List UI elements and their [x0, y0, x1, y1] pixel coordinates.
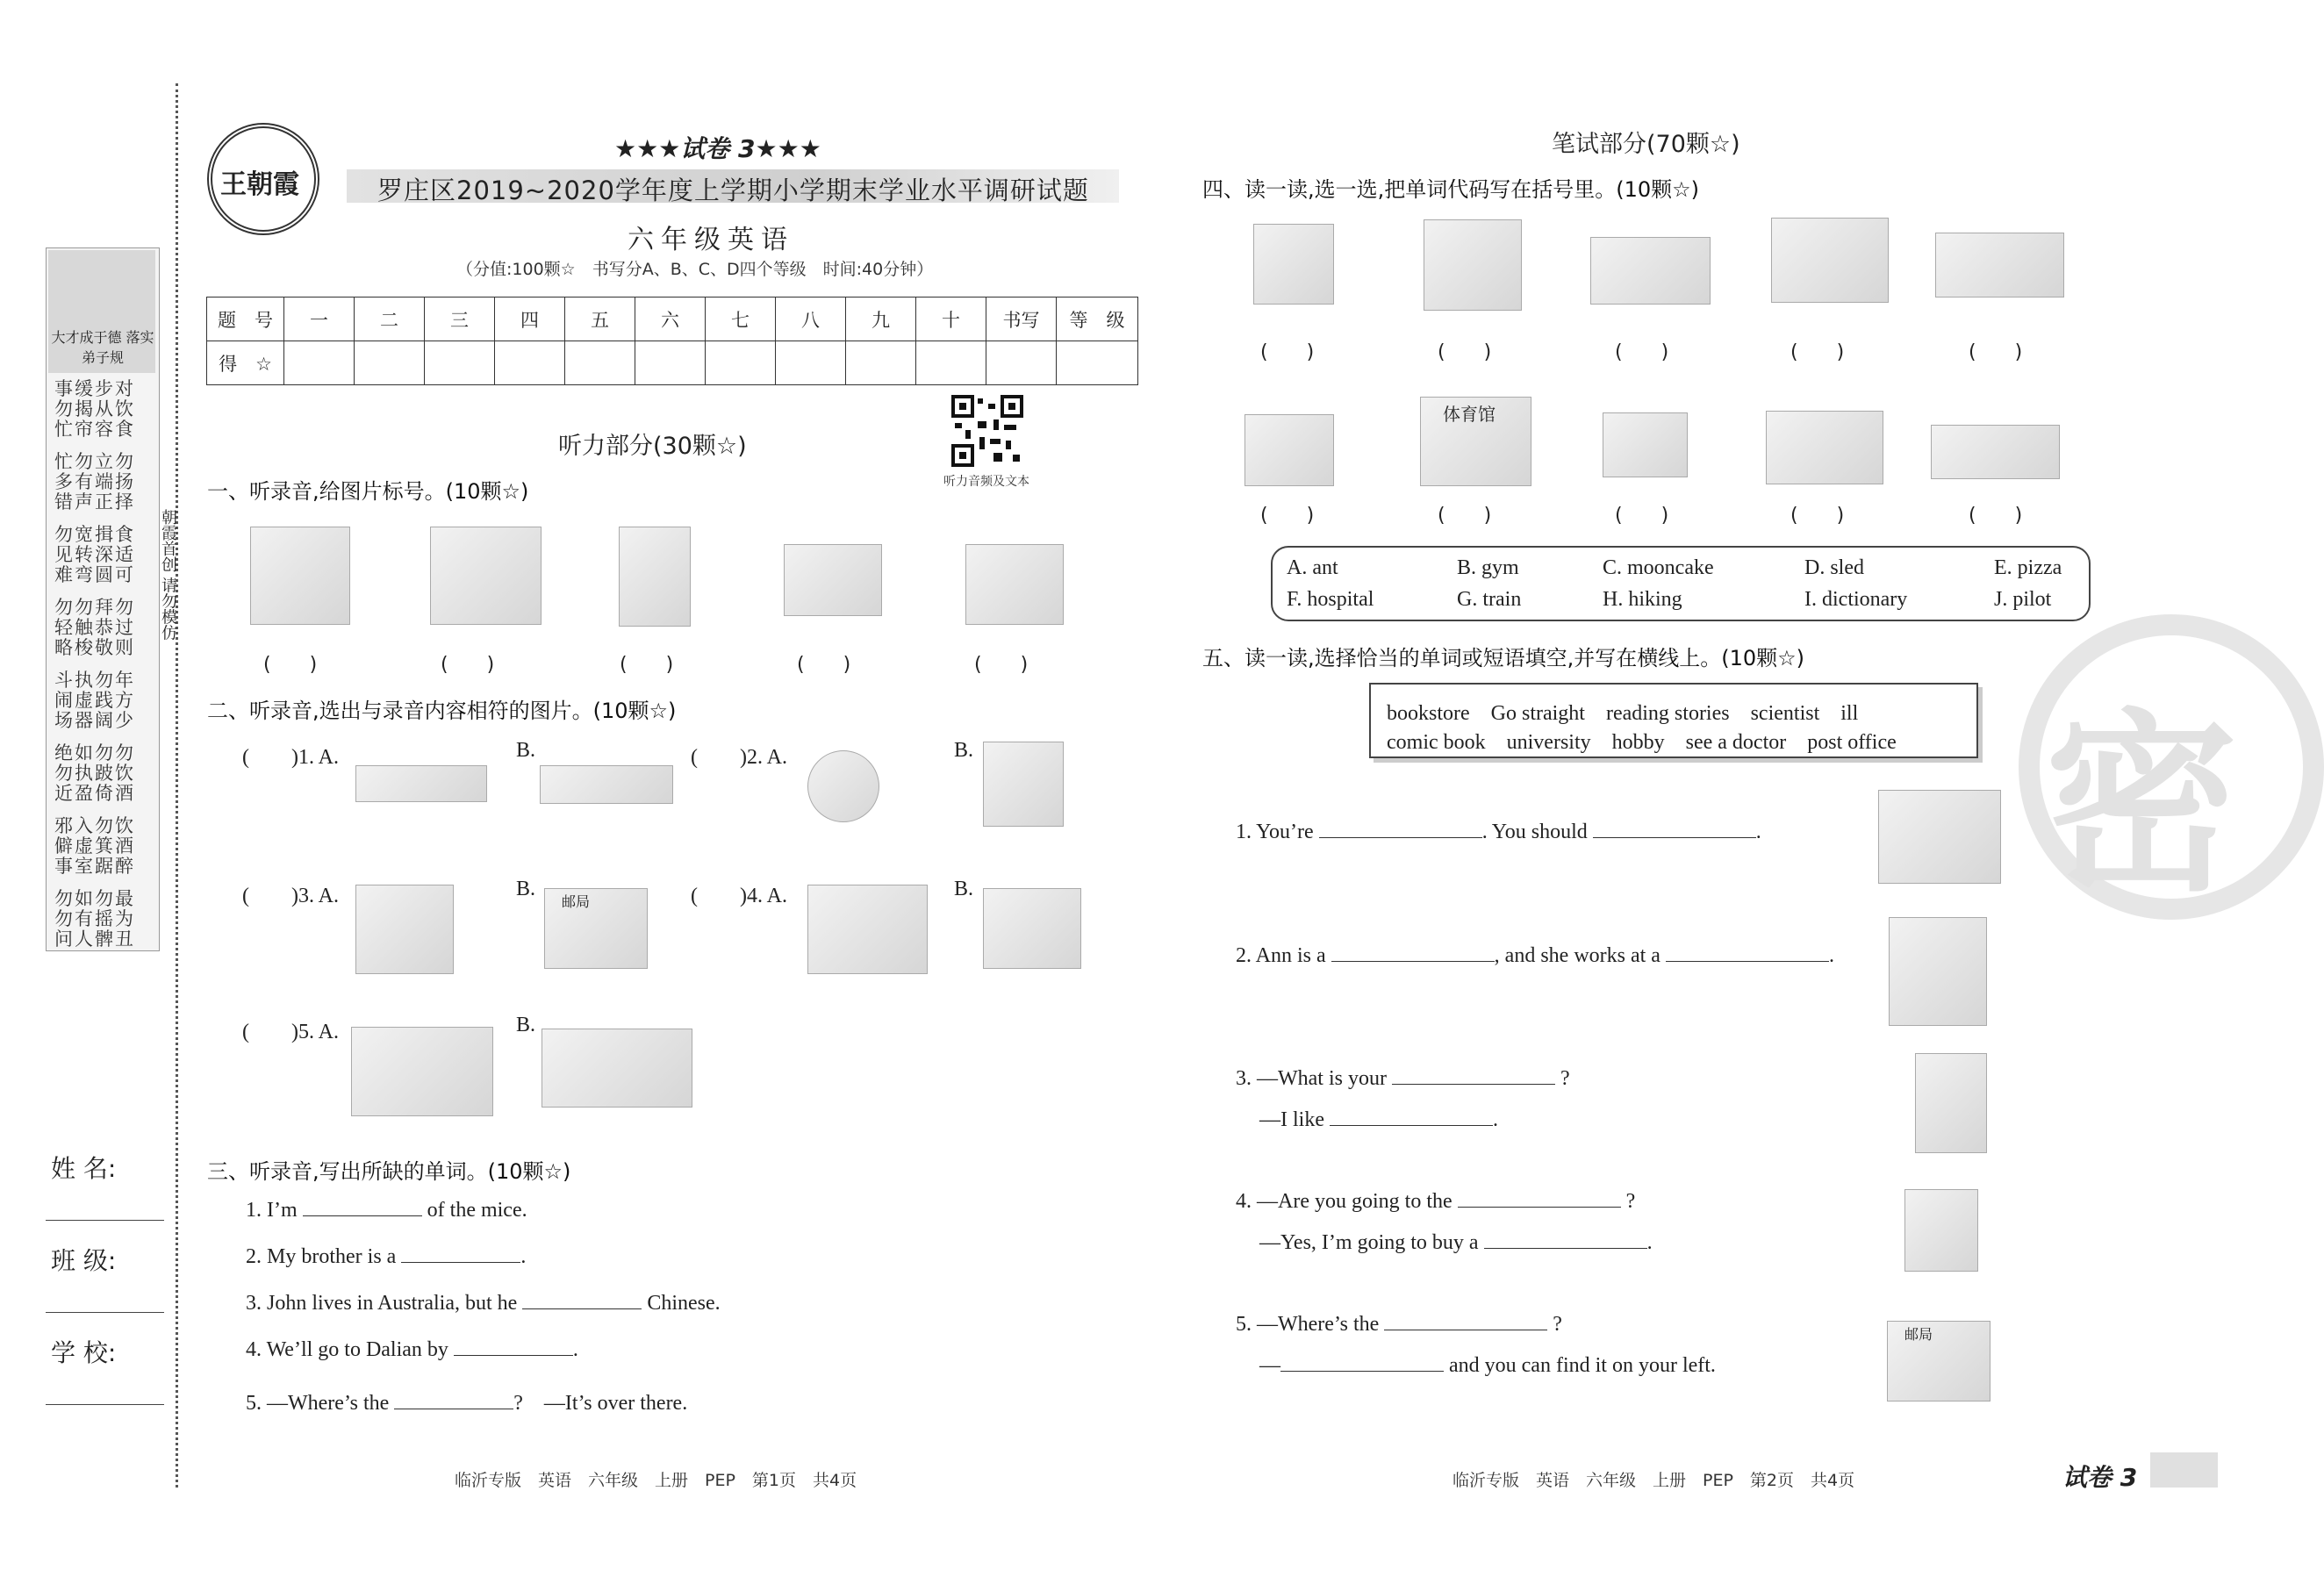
answer-blank[interactable]	[522, 1308, 642, 1309]
score-input-cell[interactable]	[495, 341, 565, 385]
s5-question-5	[1236, 1313, 1562, 1337]
option-d: D. sled	[1804, 556, 1864, 579]
motto-line: 忙勿立勿	[54, 451, 135, 472]
s3-q3-text: 3. John lives in Australia, but he	[246, 1292, 518, 1315]
exam-title: 罗庄区2019~2020学年度上学期小学期末学业水平调研试题	[377, 176, 1089, 205]
s3-q5-text-after: ? —It’s over there.	[513, 1392, 688, 1415]
snow-scene-picture	[965, 544, 1064, 625]
score-table-header-row	[207, 298, 1138, 341]
score-cell: 十	[916, 298, 986, 341]
option-c: C. mooncake	[1603, 556, 1714, 579]
motto-line: 绝如勿勿	[54, 742, 135, 763]
s3-q2-text: 2. My brother is a	[246, 1245, 397, 1268]
motto-line: 僻虚箕酒	[54, 835, 135, 857]
exam-number: ★★★试卷 3★★★	[614, 134, 821, 163]
s3-q3-text-after: Chinese.	[647, 1292, 721, 1315]
motto-line: 问人髀丑	[54, 928, 135, 950]
motto-line: 勿宽揖食	[54, 524, 135, 545]
option-b: B. gym	[1457, 556, 1519, 579]
s5-q3-text-2-end: .	[1492, 1108, 1498, 1131]
option-e: E. pizza	[1994, 556, 2062, 579]
answer-blank[interactable]	[1319, 837, 1482, 838]
motto-line: 勿执跛饮	[54, 763, 135, 784]
class-field[interactable]	[46, 1312, 164, 1313]
motto-line: 斗执勿年	[54, 670, 135, 691]
option-a: A. ant	[1287, 556, 1338, 579]
s5-q4-text: 4. —Are you going to the	[1236, 1190, 1452, 1213]
s5-question-5-answer	[1259, 1354, 1716, 1378]
answer-paren[interactable]: ( )	[263, 654, 318, 676]
answer-paren[interactable]: ( )	[797, 654, 851, 676]
score-row-label: 得 ☆	[207, 341, 284, 385]
mooncake-picture	[1253, 224, 1334, 305]
score-cell: 题 号	[207, 298, 284, 341]
s3-q4-text: 4. We’ll go to Dalian by	[246, 1338, 448, 1361]
brand-seal-text: 王朝霞	[220, 169, 299, 200]
s2-option-b: B.	[954, 739, 974, 762]
s5-q5-text-end: ?	[1553, 1313, 1562, 1336]
answer-blank[interactable]	[1666, 961, 1829, 962]
piano-picture	[983, 742, 1064, 827]
name-field[interactable]	[46, 1220, 164, 1221]
motto-line: 见转深适	[54, 544, 135, 565]
girl-with-cat-picture	[351, 1027, 493, 1116]
section-5-title: 五、读一读,选择恰当的单词或短语填空,并写在横线上。(10颗☆)	[1202, 646, 1805, 670]
s2-item-3: ( )3. A.	[242, 885, 339, 907]
s2-item-1: ( )1. A.	[242, 746, 339, 769]
option-j: J. pilot	[1994, 588, 2052, 611]
motto-line: 多有端扬	[54, 471, 135, 492]
s5-question-3-answer	[1259, 1108, 1498, 1132]
hiking-picture	[1771, 218, 1889, 303]
score-cell: 八	[776, 298, 846, 341]
motto-grid	[54, 379, 153, 962]
post-office-sign: 邮局	[562, 893, 591, 910]
s2-item-2: ( )2. A.	[691, 746, 787, 769]
sick-boy-picture	[1878, 790, 2001, 884]
s5-q4-text-2: —Yes, I’m going to buy a	[1259, 1231, 1479, 1254]
s3-q5-text: 5. —Where’s the	[246, 1392, 390, 1415]
score-table-score-row	[207, 341, 1138, 385]
score-input-cell[interactable]	[355, 341, 425, 385]
answer-paren[interactable]: ( )	[1615, 505, 1669, 527]
post-office-picture	[1887, 1321, 1990, 1402]
score-input-cell[interactable]	[706, 341, 776, 385]
word-bank-row-1: bookstore Go straight reading stories scientist ill	[1387, 702, 1859, 725]
score-input-cell[interactable]	[635, 341, 706, 385]
answer-paren[interactable]: ( )	[1969, 505, 2023, 527]
score-cell: 三	[425, 298, 495, 341]
s2-option-b: B.	[516, 878, 536, 900]
school-label: 学 校:	[51, 1338, 117, 1367]
score-input-cell[interactable]	[425, 341, 495, 385]
score-input-cell[interactable]	[986, 341, 1057, 385]
s5-question-4	[1236, 1190, 1635, 1214]
score-cell: 一	[284, 298, 355, 341]
answer-paren[interactable]: ( )	[1969, 341, 2023, 363]
motto-line: 略梭敬则	[54, 637, 135, 658]
score-input-cell[interactable]	[1057, 341, 1138, 385]
pizza-picture	[1590, 237, 1711, 305]
s2-option-b: B.	[954, 878, 974, 900]
section-1-title: 一、听录音,给图片标号。(10颗☆)	[207, 479, 529, 504]
s5-q1-text-mid: . You should	[1481, 821, 1588, 843]
motto-line: 难弯圆可	[54, 564, 135, 585]
answer-paren[interactable]: ( )	[1260, 341, 1315, 363]
answer-blank[interactable]	[1392, 1084, 1555, 1085]
motto-line: 忙帘容食	[54, 419, 135, 440]
answer-blank[interactable]	[1280, 1371, 1444, 1372]
motto-line: 勿有摇为	[54, 908, 135, 929]
answer-paren[interactable]: ( )	[1790, 505, 1845, 527]
confidential-stamp-char: 密	[2045, 692, 2239, 917]
answer-paren[interactable]: ( )	[441, 654, 495, 676]
hospital-picture	[1766, 411, 1883, 484]
footer-left: 临沂专版 英语 六年级 上册 PEP 第1页 共4页	[455, 1471, 857, 1490]
two-boys-picture	[983, 888, 1081, 969]
score-cell: 等 级	[1057, 298, 1138, 341]
word-bank-row-2: comic book university hobby see a doctor post office	[1387, 731, 1897, 754]
s5-question-4-answer	[1259, 1231, 1653, 1255]
post-office-sign: 邮局	[1904, 1326, 1933, 1343]
s5-question-2	[1236, 944, 1834, 968]
corner-bar	[2150, 1452, 2218, 1488]
motto-line: 事缓步对	[54, 378, 135, 399]
s2-item-5: ( )5. A.	[242, 1021, 339, 1043]
class-label: 班 级:	[51, 1246, 117, 1275]
score-cell: 二	[355, 298, 425, 341]
s5-q2-text-mid: , and she works at a	[1494, 944, 1661, 967]
bike-drawing-picture	[540, 765, 673, 804]
motto-line: 勿勿拜勿	[54, 597, 135, 618]
s5-q2-text: 2. Ann is a	[1236, 944, 1326, 967]
motto-title: 大才成于德 落实弟子规	[51, 329, 154, 366]
reading-boy-picture	[1915, 1053, 1987, 1153]
motto-line: 轻触恭过	[54, 617, 135, 638]
listening-heading: 听力部分(30颗☆)	[558, 433, 747, 460]
answer-paren[interactable]: ( )	[974, 654, 1029, 676]
score-table	[206, 297, 1138, 385]
s5-q5-text-2: —	[1259, 1354, 1280, 1377]
police-officer-picture	[619, 527, 691, 627]
score-input-cell[interactable]	[776, 341, 846, 385]
answer-blank[interactable]	[1484, 1248, 1647, 1249]
score-cell: 六	[635, 298, 706, 341]
motto-line: 近盈倚酒	[54, 783, 135, 804]
answer-blank[interactable]	[1330, 1125, 1493, 1126]
score-cell: 五	[565, 298, 635, 341]
score-cell: 九	[846, 298, 916, 341]
score-input-cell[interactable]	[565, 341, 635, 385]
corner-exam-tag: 试卷 3	[2062, 1463, 2138, 1492]
scientist-picture	[1889, 917, 1987, 1026]
s3-q2-text-after: .	[520, 1245, 527, 1268]
s5-q5-text: 5. —Where’s the	[1236, 1313, 1380, 1336]
s5-q5-text-2-end: and you can find it on your left.	[1449, 1354, 1716, 1377]
comic-book-picture	[1904, 1189, 1978, 1272]
answer-blank[interactable]	[454, 1355, 573, 1356]
s5-q3-text-2: —I like	[1259, 1108, 1324, 1131]
section-4-title: 四、读一读,选一选,把单词代码写在括号里。(10颗☆)	[1202, 177, 1700, 202]
soccer-ball-picture	[807, 750, 879, 822]
cut-line	[176, 83, 178, 1488]
section-3-title: 三、听录音,写出所缺的单词。(10颗☆)	[207, 1159, 571, 1184]
option-g: G. train	[1457, 588, 1522, 611]
option-f: F. hospital	[1287, 588, 1374, 611]
s3-question-5	[246, 1385, 687, 1416]
s3-q1-text-after: of the mice.	[427, 1199, 527, 1222]
answer-blank[interactable]	[401, 1262, 520, 1263]
answer-blank[interactable]	[1593, 837, 1756, 838]
s2-option-b: B.	[516, 739, 536, 762]
classroom-picture	[355, 885, 454, 974]
motto-line: 勿如勿最	[54, 888, 135, 909]
section-2-title: 二、听录音,选出与录音内容相符的图片。(10颗☆)	[207, 699, 677, 723]
score-cell: 四	[495, 298, 565, 341]
motto-line: 场器阔少	[54, 710, 135, 731]
s3-question-2	[246, 1245, 526, 1269]
s5-q1-text: 1. You’re	[1236, 821, 1314, 843]
motto-line: 事室踞醉	[54, 856, 135, 877]
s3-q4-text-after: .	[572, 1338, 578, 1361]
score-cell: 书写	[986, 298, 1057, 341]
gym-sign: 体育馆	[1443, 404, 1496, 425]
answer-paren[interactable]: ( )	[1438, 505, 1492, 527]
s5-question-3	[1236, 1067, 1570, 1091]
motto-line: 错声正择	[54, 491, 135, 513]
side-vertical-text: 朝霞首创 请勿模仿	[159, 509, 177, 641]
motto-line: 闹虚践方	[54, 690, 135, 711]
motto-line: 勿揭从饮	[54, 398, 135, 419]
answer-blank[interactable]	[1331, 961, 1495, 962]
ball-drawing-picture	[355, 765, 487, 802]
s3-question-4	[246, 1338, 578, 1362]
school-field[interactable]	[46, 1404, 164, 1405]
footer-right: 临沂专版 英语 六年级 上册 PEP 第2页 共4页	[1452, 1471, 1855, 1490]
qr-caption: 听力音频及文本	[943, 475, 1029, 489]
writing-heading: 笔试部分(70颗☆)	[1552, 131, 1740, 158]
bicycle-picture	[430, 527, 542, 625]
s2-option-b: B.	[516, 1014, 536, 1036]
firefighters-picture	[542, 1029, 692, 1108]
answer-blank[interactable]	[1458, 1207, 1621, 1208]
s5-q1-text-end: .	[1755, 821, 1761, 843]
answer-paren[interactable]: ( )	[1615, 341, 1669, 363]
subject-title: 六年级英语	[628, 225, 794, 255]
post-office-picture	[544, 888, 648, 969]
train-picture	[1935, 233, 2064, 298]
two-men-picture	[807, 885, 928, 974]
ant-picture	[1603, 412, 1688, 477]
crossword-picture	[250, 527, 350, 625]
qr-code-icon[interactable]	[951, 395, 1023, 467]
s3-question-3	[246, 1292, 721, 1316]
answer-paren[interactable]: ( )	[1790, 341, 1845, 363]
answer-paren[interactable]: ( )	[1438, 341, 1492, 363]
answer-paren[interactable]: ( )	[620, 654, 674, 676]
sled-picture	[1931, 425, 2060, 479]
pilot-picture	[1424, 219, 1522, 311]
score-input-cell[interactable]	[916, 341, 986, 385]
motto-line: 邪入勿饮	[54, 815, 135, 836]
s5-question-1	[1236, 821, 1761, 844]
option-i: I. dictionary	[1804, 588, 1908, 611]
answer-blank[interactable]	[303, 1215, 422, 1216]
score-cell: 七	[706, 298, 776, 341]
s2-item-4: ( )4. A.	[691, 885, 787, 907]
s5-q4-text-2-end: .	[1646, 1231, 1653, 1254]
score-input-cell[interactable]	[284, 341, 355, 385]
exam-info: （分值:100颗☆ 书写分A、B、C、D四个等级 时间:40分钟）	[456, 260, 934, 279]
answer-paren[interactable]: ( )	[1260, 505, 1315, 527]
option-h: H. hiking	[1603, 588, 1682, 611]
postcard-picture	[784, 544, 882, 616]
s3-q1-text: 1. I’m	[246, 1199, 298, 1222]
s5-q3-text-end: ?	[1560, 1067, 1570, 1090]
s5-q4-text-end: ?	[1625, 1190, 1636, 1213]
s3-question-1	[246, 1199, 527, 1222]
s5-q2-text-end: .	[1828, 944, 1834, 967]
s5-q3-text: 3. —What is your	[1236, 1067, 1387, 1090]
score-input-cell[interactable]	[846, 341, 916, 385]
dictionary-picture	[1244, 414, 1334, 486]
name-label: 姓 名:	[51, 1154, 117, 1183]
